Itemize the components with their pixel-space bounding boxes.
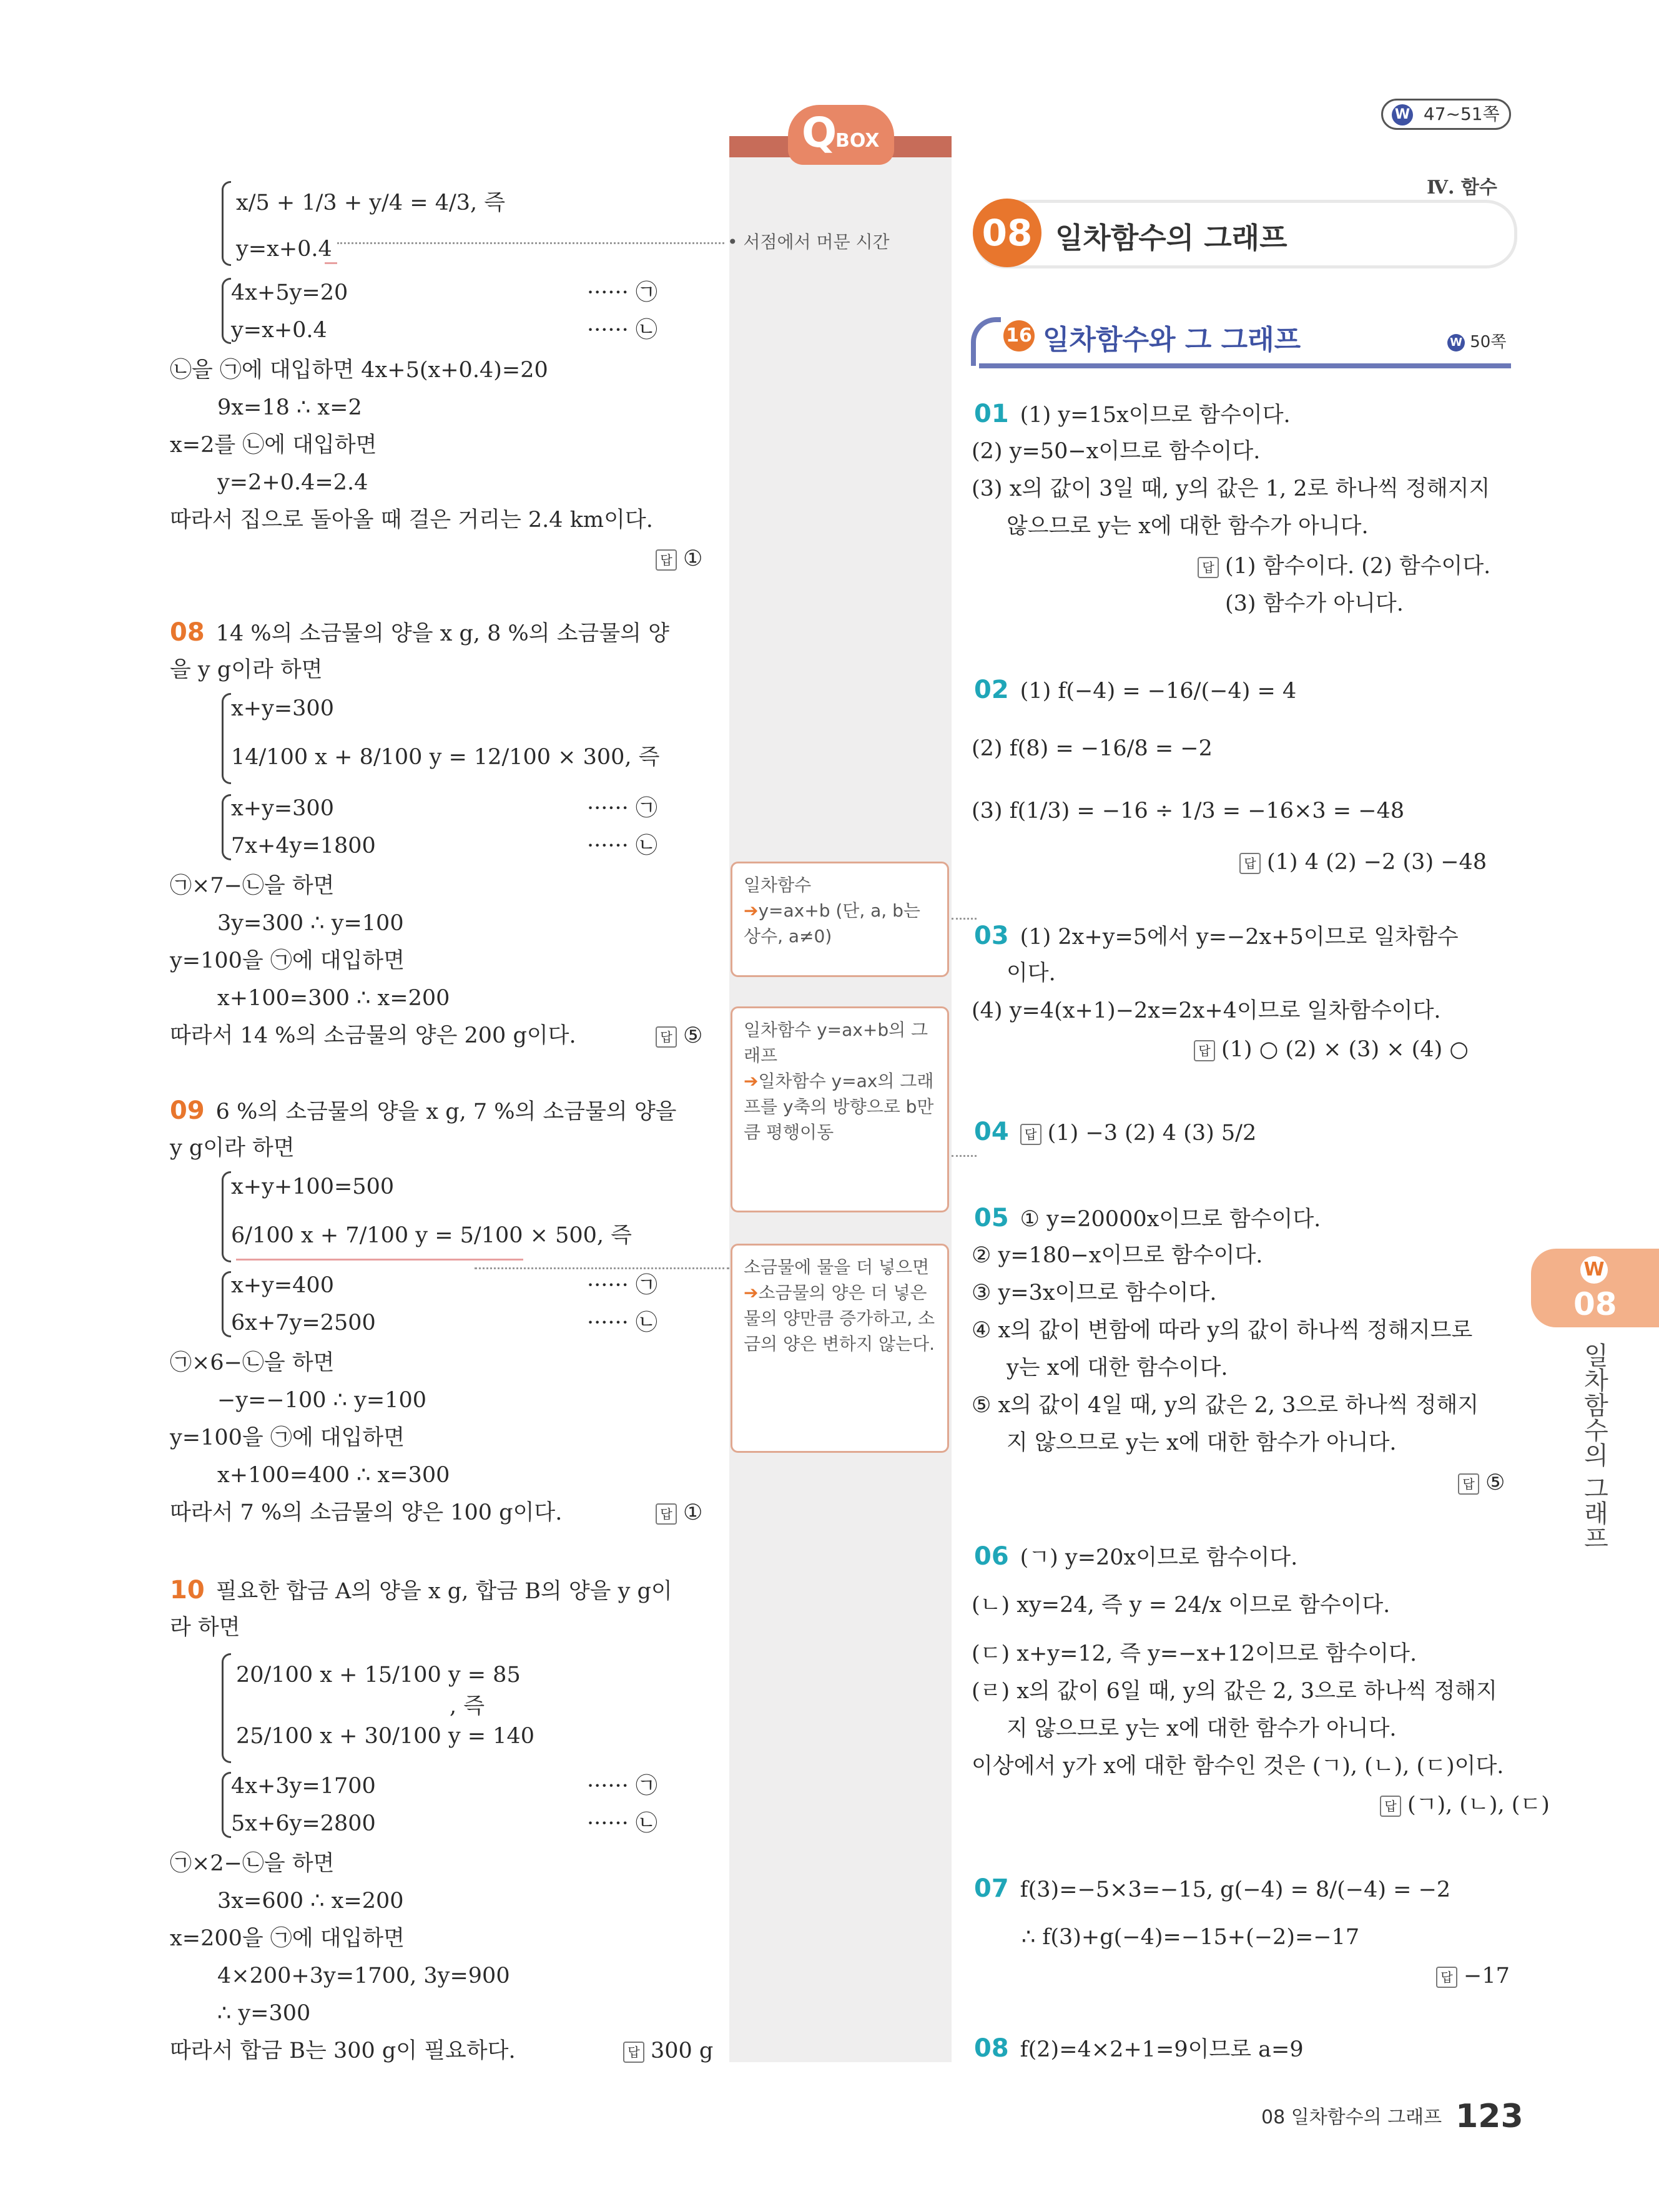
section-title: 일차함수와 그 그래프 — [1043, 324, 1301, 356]
equation: x+y=400 — [231, 1273, 334, 1298]
equation-tag: ······ ㉠ — [587, 796, 657, 821]
text-line: 지 않으므로 y는 x에 대한 함수가 아니다. — [1007, 1430, 1397, 1455]
equation-tag: ······ ㉠ — [587, 1774, 657, 1799]
answer-text: (ㄱ), (ㄴ), (ㄷ) — [1407, 1792, 1550, 1817]
answer-icon: 답 — [1380, 1796, 1401, 1817]
text-line: ③ y=3x이므로 함수이다. — [972, 1281, 1217, 1305]
equation: y=x+0.4 — [236, 237, 332, 262]
problem-01-line — [974, 400, 1291, 430]
text-line: ④ x의 값이 변함에 따라 y의 값이 하나씩 정해지므로 — [972, 1318, 1473, 1343]
equation-tag: ······ ㉡ — [587, 1310, 657, 1335]
text: 14 %의 소금물의 양을 x g, 8 %의 소금물의 양 — [215, 621, 669, 646]
answer — [1380, 1791, 1550, 1819]
answer-text: ① — [683, 546, 703, 571]
answer-text: −17 — [1464, 1964, 1510, 1988]
text-line: x=200을 ㉠에 대입하면 — [170, 1926, 405, 1951]
text-line: ② y=180−x이므로 함수이다. — [972, 1243, 1263, 1268]
text-line: 3y=300 ∴ y=100 — [217, 911, 404, 936]
text-line: 따라서 14 %의 소금물의 양은 200 g이다. — [170, 1023, 576, 1048]
equation: 7x+4y=1800 — [231, 833, 376, 858]
w-badge-icon: W — [1392, 104, 1413, 125]
answer-icon: 답 — [1020, 1124, 1041, 1145]
problem-08-right-line — [974, 2034, 1304, 2064]
problem-number: 02 — [974, 676, 1009, 704]
text-line: y는 x에 대한 함수이다. — [1007, 1355, 1228, 1380]
qbox-logo-box: BOX — [835, 130, 880, 152]
arrow-icon: ➔ — [744, 1071, 759, 1091]
text-line: 라 하면 — [170, 1615, 240, 1640]
answer-icon: 답 — [1436, 1967, 1457, 1988]
answer-icon: 답 — [1198, 557, 1219, 578]
answer-text: ① — [683, 1500, 703, 1525]
page-footer — [1261, 2098, 1524, 2135]
text: 필요한 합금 A의 양을 x g, 합금 B의 양을 y g이 — [215, 1579, 672, 1604]
text: (1) 2x+y=5에서 y=−2x+5이므로 일차함수 — [1020, 925, 1459, 950]
answer: (3) 함수가 아니다. — [1225, 591, 1404, 616]
answer-icon: 답 — [1239, 853, 1261, 874]
page-range-pill — [1381, 99, 1511, 130]
problem-number: 05 — [974, 1204, 1009, 1232]
problem-number: 10 — [170, 1576, 205, 1605]
text-line: ㉠×7−㉡을 하면 — [170, 873, 335, 898]
problem-02-line — [974, 676, 1296, 705]
chapter-label: Ⅳ. 함수 — [1427, 177, 1497, 199]
text-line: x+100=400 ∴ x=300 — [217, 1463, 450, 1488]
equation-brace — [222, 1772, 231, 1838]
equation: x+y+100=500 — [231, 1174, 395, 1199]
equation: 25/100 x + 30/100 y = 140 — [236, 1724, 534, 1749]
answer-text: (1) −3 (2) 4 (3) 5/2 — [1047, 1121, 1257, 1146]
text-line: (ㄷ) x+y=12, 즉 y=−x+12이므로 함수이다. — [972, 1641, 1417, 1666]
text-line: ∴ y=300 — [217, 2001, 311, 2026]
text-line: ㉠×2−㉡을 하면 — [170, 1851, 335, 1876]
equation-tag: ······ ㉠ — [587, 280, 657, 305]
answer-text: (1) 4 (2) −2 (3) −48 — [1267, 850, 1487, 875]
side-tab-number: 08 — [1573, 1286, 1617, 1322]
equation-brace — [222, 1171, 231, 1262]
text: ① y=20000x이므로 함수이다. — [1020, 1207, 1321, 1232]
qbox-note-linear-function — [731, 862, 949, 977]
leader-line — [475, 1267, 729, 1269]
text-line: ㉠×6−㉡을 하면 — [170, 1350, 335, 1375]
problem-03-line — [974, 922, 1459, 951]
answer-text: 300 g — [651, 2038, 714, 2063]
text-line: (ㄹ) x의 값이 6일 때, y의 값은 2, 3으로 하나씩 정해지 — [972, 1679, 1497, 1704]
equation-brace — [222, 181, 231, 266]
section-page-ref — [1447, 329, 1506, 352]
answer — [1458, 1468, 1505, 1497]
equation: 4x+3y=1700 — [231, 1774, 376, 1799]
text-line: y g이라 하면 — [170, 1136, 295, 1161]
problem-number: 04 — [974, 1118, 1009, 1146]
section-number-badge: 16 — [1003, 320, 1035, 351]
text-line: (3) x의 값이 3일 때, y의 값은 1, 2로 하나씩 정해지지 — [972, 476, 1490, 501]
equation: y=x+0.4 — [231, 318, 327, 343]
text: (1) y=15x이므로 함수이다. — [1020, 403, 1291, 428]
answer — [1198, 552, 1490, 581]
text: f(3)=−5×3=−15, g(−4) = 8/(−4) = −2 — [1020, 1877, 1451, 1902]
text-line: 9x=18 ∴ x=2 — [217, 395, 362, 420]
answer — [1239, 848, 1487, 877]
note-body — [744, 898, 936, 949]
note-title: 일차함수 y=ax+b의 그래프 — [744, 1020, 928, 1066]
equation: 6/100 x + 7/100 y = 5/100 × 500, 즉 — [231, 1223, 632, 1248]
section-chevron-icon — [971, 317, 1001, 366]
qbox-logo — [788, 105, 894, 165]
note-body — [744, 1280, 936, 1357]
answer-text: (1) 함수이다. (2) 함수이다. — [1225, 554, 1491, 579]
text-line: 따라서 합금 B는 300 g이 필요하다. — [170, 2038, 516, 2063]
equation-brace — [222, 693, 231, 784]
side-tab-vertical-title: 일차함수의 그래프 — [1580, 1342, 1608, 1550]
text-line: ㉡을 ㉠에 대입하면 4x+5(x+0.4)=20 — [170, 358, 548, 383]
answer — [656, 1498, 702, 1527]
problem-number: 09 — [170, 1096, 205, 1125]
equation: 14/100 x + 8/100 y = 12/100 × 300, 즉 — [231, 745, 660, 770]
qbox-side-note: • 서점에서 머문 시간 — [727, 232, 890, 252]
text-line: y=100을 ㉠에 대입하면 — [170, 948, 405, 973]
equation: 4x+5y=20 — [231, 280, 348, 305]
answer — [1194, 1035, 1469, 1064]
problem-09-line — [170, 1096, 676, 1126]
equation-brace — [222, 278, 231, 344]
text-line: 이다. — [1007, 961, 1056, 986]
leader-line — [952, 1155, 977, 1157]
text: (ㄱ) y=20x이므로 함수이다. — [1020, 1545, 1298, 1570]
text-line: (3) f(1/3) = −16 ÷ 1/3 = −16×3 = −48 — [972, 799, 1405, 823]
section-ref-text: 50쪽 — [1470, 333, 1507, 351]
note-title: 소금물에 물을 더 넣으면 — [744, 1257, 930, 1277]
problem-04-line — [974, 1118, 1256, 1148]
text-line: −y=−100 ∴ y=100 — [217, 1388, 426, 1413]
note-body-text: 소금물의 양은 더 넣은 물의 양만큼 증가하고, 소금의 양은 변하지 않는다. — [744, 1282, 935, 1354]
leader-line — [337, 242, 724, 244]
text-line: 3x=600 ∴ x=200 — [217, 1889, 404, 1914]
text-line: x=2를 ㉡에 대입하면 — [170, 433, 377, 458]
problem-number: 06 — [974, 1542, 1009, 1571]
note-title: 일차함수 — [744, 875, 812, 895]
arrow-icon: ➔ — [744, 1282, 759, 1303]
problem-number: 01 — [974, 400, 1009, 428]
equation: 6x+7y=2500 — [231, 1310, 376, 1335]
w-badge-icon: W — [1447, 334, 1465, 351]
answer-icon: 답 — [656, 1503, 677, 1525]
page-number: 123 — [1455, 2098, 1524, 2135]
text-line: 않으므로 y는 x에 대한 함수가 아니다. — [1007, 514, 1369, 539]
qbox-logo-q: Q — [802, 109, 837, 157]
note-body — [744, 1068, 936, 1145]
underline — [325, 262, 337, 264]
leader-line — [952, 918, 977, 920]
problem-number: 08 — [170, 618, 205, 647]
equation-tag: ······ ㉡ — [587, 318, 657, 343]
text-line: (ㄴ) xy=24, 즉 y = 24/x 이므로 함수이다. — [972, 1593, 1391, 1618]
equation: 5x+6y=2800 — [231, 1811, 376, 1836]
problem-05-line — [974, 1204, 1321, 1234]
equation: x+y=300 — [231, 696, 334, 721]
qbox-note-graph — [731, 1006, 949, 1212]
text-line: x+100=300 ∴ x=200 — [217, 986, 450, 1011]
problem-10-line — [170, 1576, 672, 1606]
footer-chapter: 08 일차함수의 그래프 — [1261, 2106, 1442, 2128]
text: f(2)=4×2+1=9이므로 a=9 — [1020, 2037, 1304, 2062]
text-line: 따라서 7 %의 소금물의 양은 100 g이다. — [170, 1500, 563, 1525]
answer-icon: 답 — [656, 549, 677, 571]
problem-number: 08 — [974, 2034, 1009, 2063]
answer-text: (1) ○ (2) × (3) × (4) ○ — [1221, 1037, 1469, 1062]
problem-06-line — [974, 1542, 1297, 1572]
text-line: (2) f(8) = −16/8 = −2 — [972, 736, 1213, 761]
text-line: 4×200+3y=1700, 3y=900 — [217, 1964, 510, 1988]
note-body-text: y=ax+b (단, a, b는 상수, a≠0) — [744, 900, 920, 946]
underline — [236, 1259, 523, 1261]
qbox-side-note-text: 서점에서 머문 시간 — [743, 232, 890, 252]
answer-icon: 답 — [1458, 1473, 1479, 1495]
note-body-text: 일차함수 y=ax의 그래프를 y축의 방향으로 b만큼 평행이동 — [744, 1071, 934, 1143]
equation-tag: ······ ㉡ — [587, 1811, 657, 1836]
answer-icon: 답 — [1194, 1040, 1215, 1061]
equation-brace — [222, 794, 231, 860]
text-line: ∴ f(3)+g(−4)=−15+(−2)=−17 — [1021, 1925, 1360, 1950]
equation-tag: ······ ㉡ — [587, 833, 657, 858]
chapter-number-badge: 08 — [973, 199, 1041, 267]
text-line: (2) y=50−x이므로 함수이다. — [972, 439, 1261, 464]
text-line: y=100을 ㉠에 대입하면 — [170, 1425, 405, 1450]
equation: 20/100 x + 15/100 y = 85 — [236, 1663, 521, 1688]
text-line: y=2+0.4=2.4 — [217, 470, 368, 495]
answer-icon: 답 — [656, 1026, 677, 1048]
text-line: ⑤ x의 값이 4일 때, y의 값은 2, 3으로 하나씩 정해지 — [972, 1393, 1479, 1418]
equation-brace — [222, 1271, 231, 1337]
problem-07-line — [974, 1874, 1450, 1904]
answer — [623, 2037, 713, 2065]
text: 6 %의 소금물의 양을 x g, 7 %의 소금물의 양을 — [215, 1099, 677, 1124]
arrow-icon: ➔ — [744, 900, 759, 921]
answer — [656, 1021, 702, 1050]
equation-brace — [222, 1653, 231, 1763]
text-line: 지 않으므로 y는 x에 대한 함수가 아니다. — [1007, 1716, 1397, 1741]
w-badge-icon: W — [1580, 1256, 1608, 1284]
text-line: 을 y g이라 하면 — [170, 657, 323, 682]
problem-number: 07 — [974, 1874, 1009, 1903]
qbox-note-saltwater — [731, 1244, 949, 1453]
answer-text: ⑤ — [1485, 1470, 1505, 1495]
text-line: (4) y=4(x+1)−2x=2x+4이므로 일차함수이다. — [972, 998, 1441, 1023]
answer-icon: 답 — [623, 2042, 644, 2063]
problem-08-line — [170, 618, 669, 648]
answer — [1436, 1962, 1510, 1990]
equation: x+y=300 — [231, 796, 334, 821]
answer — [656, 544, 702, 573]
equation-tag: ······ ㉠ — [587, 1273, 657, 1298]
text: (1) f(−4) = −16/(−4) = 4 — [1020, 679, 1297, 704]
page-range-text: 47~51쪽 — [1423, 104, 1500, 124]
equation: x/5 + 1/3 + y/4 = 4/3, 즉 — [236, 190, 506, 215]
chapter-title: 일차함수의 그래프 — [1055, 221, 1287, 255]
text-line: 이상에서 y가 x에 대한 함수인 것은 (ㄱ), (ㄴ), (ㄷ)이다. — [972, 1754, 1504, 1779]
answer-text: ⑤ — [683, 1023, 703, 1048]
problem-number: 03 — [974, 922, 1009, 950]
equation: , 즉 — [450, 1694, 485, 1719]
text-line: 따라서 집으로 돌아올 때 걸은 거리는 2.4 km이다. — [170, 508, 653, 533]
